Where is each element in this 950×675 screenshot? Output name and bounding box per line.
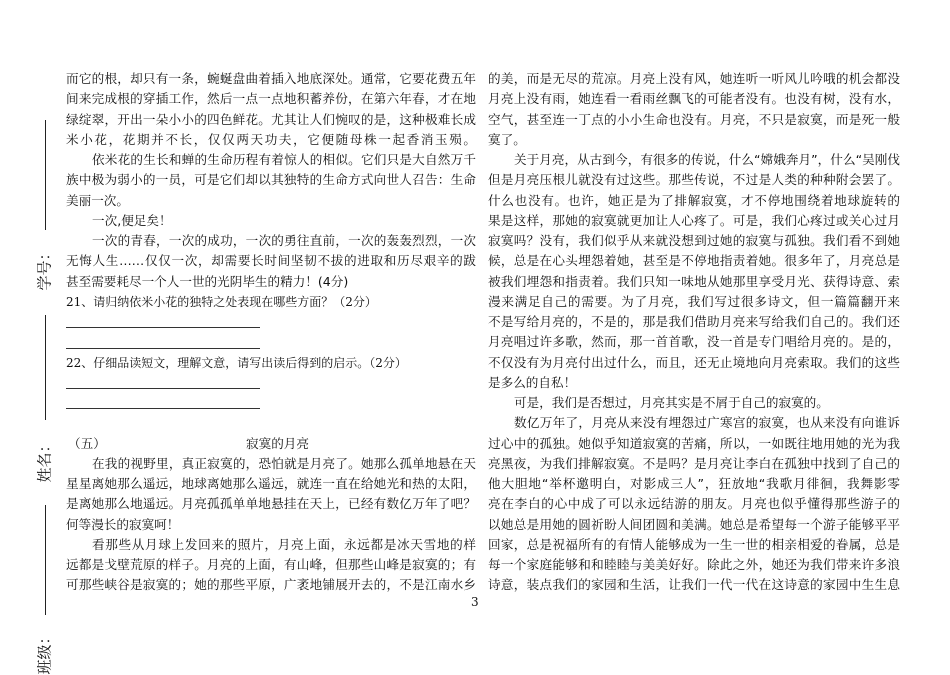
text-line: 一次,便足矣！: [92, 212, 172, 228]
left-column: [66, 69, 476, 596]
text-line: 米小花，花期并不长，仅仅两天功夫，它便随母株一起香消玉殒。: [66, 131, 476, 147]
text-line: 果是这样，那她的寂寞就更加让人心疼了。可是，我们心疼过或关心过月: [488, 212, 900, 228]
text-line: 回家，总是祝福所有的有情人能够成为一生一世的相亲相爱的眷属，总是: [488, 536, 900, 552]
text-line: 是多么的自私！: [488, 374, 577, 390]
text-line: 寂寞吗？没有，我们似乎从来就没想到过她的寂寞与孤独。我们看不到她: [488, 233, 900, 248]
text-line: 族中极为弱小的一员，可是它们却以其独特的生命方式向世人召告：生命: [66, 172, 476, 188]
student-id-blank[interactable]: [45, 120, 46, 230]
text-line: 以她总是用她的圆祈盼人间团圆和美满。她总是希望每一个游子能够平平: [488, 516, 900, 532]
right-column: [488, 69, 900, 596]
name-label: 姓名：: [35, 437, 54, 483]
text-line: 被我们埋怨和指责着。我们只知一味地从她那里享受月光、获得诗意、索: [488, 273, 900, 289]
page-number: 3: [471, 595, 479, 609]
class-blank[interactable]: [45, 505, 46, 615]
question-21: 21、请归纳依米小花的独特之处表现在哪些方面？（2分）: [66, 294, 377, 309]
name-blank[interactable]: [45, 315, 46, 420]
text-line: 甚至需要耗尽一个人一世的光阴毕生的精力！(4分): [66, 273, 349, 289]
answer-line-21b[interactable]: [66, 332, 476, 352]
text-line: 无悔人生……仅仅一次，却需要长时间坚韧不拔的进取和历尽艰辛的跋: [66, 253, 476, 269]
student-id-label: 学号：: [35, 245, 54, 291]
text-line: 不是写给月亮的，不是的，那是我们借助月亮来写给我们自己的。我们还: [488, 314, 900, 329]
text-line: 亮黑夜，为我们排解寂寞。不是吗？是月亮让李白在孤独中找到了自己的: [488, 455, 900, 471]
text-line: 的美，而是无尽的荒凉。月亮上没有风，她连听一听风儿吟哦的机会都没: [488, 71, 900, 86]
text-line: 月亮上没有雨，她连看一看雨丝飘飞的可能者没有。也没有树，没有水，: [488, 91, 900, 107]
blank-line: [66, 413, 476, 433]
text-line: 远都是戈壁荒原的样子。月亮的上面，有山峰，但那些山峰是寂寞的；有: [66, 557, 476, 572]
section-label: （五）: [68, 435, 106, 451]
section-heading: [66, 434, 476, 454]
text-line: 候，总是在心头埋怨着她，甚至是不停地指责着她。很多年了，月亮总是: [488, 253, 900, 269]
text-line: 不仅没有为月亮付出过什么，而且，还无止境地向月亮索取。我们的这些: [488, 354, 900, 370]
text-line: 寞了。: [488, 131, 526, 147]
text-line: 依米花的生长和蝉的生命历程有着惊人的相似。它们只是大自然万千: [92, 152, 476, 167]
text-line: 一次的青春，一次的成功，一次的勇往直前，一次的轰轰烈烈，一次: [92, 233, 476, 248]
text-line: 诗意，装点我们的家园和生活，让我们一代一代在这诗意的家园中生生息: [488, 577, 900, 593]
text-line: 在我的视野里，真正寂寞的，恐怕就是月亮了。她那么孤单地悬在天: [92, 455, 476, 471]
text-line: 星星离她那么遥远，地球离她那么遥远，就连一直在给她光和热的太阳，: [66, 476, 476, 491]
text-line: 过心中的孤独。她似乎知道寂寞的苦痛，所以，一如既往地用她的光为我: [488, 435, 900, 451]
answer-line-22a[interactable]: [66, 373, 476, 393]
text-line: 亮在李白的心中成了可以永远结游的朋友。月亮也似乎懂得那些游子的: [488, 496, 900, 512]
text-line: 他大胆地“举杯邀明白，对影成三人”，狂放地“我歌月徘徊，我舞影零: [488, 476, 900, 491]
text-line: 美丽一次。: [66, 192, 129, 208]
article-title: 寂寞的月亮: [246, 435, 309, 451]
text-line: 看那些从月球上发回来的照片，月亮上面，永远都是冰天雪地的样: [92, 536, 476, 552]
question-22: 22、仔细品读短文，理解文意，请写出读后得到的启示。（2分）: [66, 355, 407, 370]
text-line: 月亮唱过许多歌，然而，那一首首歌，没一首是专门唱给月亮的。是的，: [488, 334, 900, 350]
text-line: 绿绽翠，开出一朵小小的四色鲜花。尤其让人们惋叹的是，这种极难长成: [66, 111, 476, 127]
answer-line-21a[interactable]: [66, 312, 476, 332]
text-line: 什么也没有。也许，她正是为了排解寂寞，才不停地围绕着地球旋转的: [488, 192, 900, 208]
class-label: 班级：: [35, 629, 54, 675]
text-line: 每一个家庭能够和和睦睦与美美好好。除此之外，她还为我们带来许多浪: [488, 557, 900, 572]
text-line: 间来完成根的穿插工作，然后一点一点地积蓄养份，在第六年春，才在地: [66, 91, 476, 107]
text-line: 何等漫长的寂寞呵！: [66, 516, 180, 532]
text-line: 关于月亮，从古到今，有很多的传说，什么“嫦娥奔月”，什么“吴刚伐: [514, 152, 900, 167]
text-line: 空气，甚至连一丁点的小小生命也没有。月亮，不只是寂寞，而是死一般: [488, 111, 900, 127]
text-line: 数亿万年了，月亮从来没有埋怨过广寒宫的寂寞，也从来没有向谁诉: [514, 415, 900, 431]
text-line: 可那些峡谷是寂寞的；她的那些平原，广袤地铺展开去的，不是江南水乡: [66, 577, 476, 593]
text-line: 而它的根，却只有一条，蜿蜒盘曲着插入地底深处。通常，它要花费五年: [66, 71, 476, 86]
text-line: 是离她那么地遥远。月亮孤孤单单地悬挂在天上，已经有数亿万年了吧？: [66, 496, 476, 512]
text-line: 漫来满足自己的需要。为了月亮，我们写过很多诗文，但一篇篇翻开来: [488, 293, 900, 309]
answer-line-22b[interactable]: [66, 393, 476, 413]
text-line: 可是，我们是否想过，月亮其实是不屑于自己的寂寞的。: [514, 395, 829, 410]
text-line: 但是月亮压根儿就没有过这些。那些传说，不过是人类的种种附会罢了。: [488, 172, 900, 188]
